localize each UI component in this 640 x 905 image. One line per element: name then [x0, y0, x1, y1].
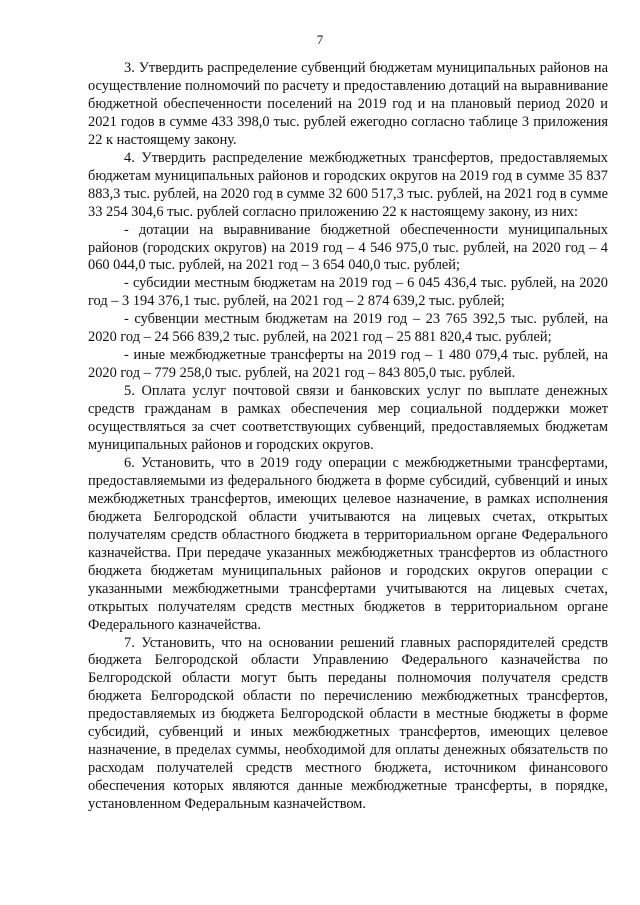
paragraph-subventions: - субвенции местным бюджетам на 2019 год – 23 765 392,5 тыс. рублей, на 2020 год – 24 566 839,2 тыс. рублей, на 2021 год – 25 881 820,4 тыс. рублей; — [88, 311, 608, 346]
paragraph-item-3: 3. Утвердить распределение субвенций бюджетам муниципальных районов на осуществление полномочий по расчету и предоставлению дотаций на выравнивание бюджетной обеспеченности поселений на 2019 год и на плановый период 2020 и 2021 годов в сумме 433 398,0 тыс. рублей ежегодно согласно таблице 3 приложения 22 к настоящему закону. — [88, 60, 608, 148]
paragraph-item-4: 4. Утвердить распределение межбюджетных трансфертов, предоставляемых бюджетам муниципальных районов и городских округов на 2019 год в сумме 35 837 883,3 тыс. рублей, на 2020 год в сумме 32 600 517,3 тыс. рублей, на 2021 год в сумме 33 254 304,6 тыс. рублей согласно приложению 22 к настоящему закону, из них: — [88, 149, 608, 220]
paragraph-equalization-grants: - дотации на выравнивание бюджетной обеспеченности муниципальных районов (городских округов) на 2019 год – 4 546 975,0 тыс. рублей, на 2020 год – 4 060 044,0 тыс. рублей, на 2021 год – 3 654 040,0 тыс. рублей; — [88, 221, 608, 274]
paragraph-item-6: 6. Установить, что в 2019 году операции с межбюджетными трансфертами, предоставляемыми из федерального бюджета в форме субсидий, субвенций и иных межбюджетных трансфертов, имеющих целевое назначение, в рамках исполнения бюджета Белгородской области учитываются на лицевых счетах, открытых получателям средств областного бюджета в территориальном органе Федерального казначейства. При передаче указанных межбюджетных трансфертов из областного бюджета бюджетам муниципальных районов и городских округов операции с указанными межбюджетными трансфертами учитываются на лицевых счетах, открытых получателям средств местных бюджетов в территориальном органе Федерального казначейства. — [88, 454, 608, 633]
paragraph-item-5: 5. Оплата услуг почтовой связи и банковских услуг по выплате денежных средств гражданам в рамках обеспечения мер социальной поддержки может осуществляться за счет соответствующих субвенций, предоставляемых бюджетам муниципальных районов и городских округов. — [88, 383, 608, 454]
paragraph-other-transfers: - иные межбюджетные трансферты на 2019 год – 1 480 079,4 тыс. рублей, на 2020 год – 779 258,0 тыс. рублей, на 2021 год – 843 805,0 тыс. рублей. — [88, 347, 608, 382]
paragraph-item-7: 7. Установить, что на основании решений главных распорядителей средств бюджета Белгородской области Управлению Федерального казначейства по Белгородской области могут быть переданы полномочия получателя средств бюджета Белгородской области по перечислению межбюджетных трансфертов, предоставляемых из бюджета Белгородской области в местные бюджеты в форме субсидий, субвенций и иных межбюджетных трансфертов, имеющих целевое назначение, в пределах суммы, необходимой для оплаты денежных обязательств по расходам получателей средств местного бюджета, источником финансового обеспечения которых являются данные межбюджетные трансферты, в порядке, установленном Федеральным казначейством. — [88, 634, 608, 813]
document-body — [88, 60, 608, 814]
page-number: 7 — [316, 32, 324, 47]
paragraph-subsidies: - субсидии местным бюджетам на 2019 год – 6 045 436,4 тыс. рублей, на 2020 год – 3 194 376,1 тыс. рублей, на 2021 год – 2 874 639,2 тыс. рублей; — [88, 275, 608, 310]
